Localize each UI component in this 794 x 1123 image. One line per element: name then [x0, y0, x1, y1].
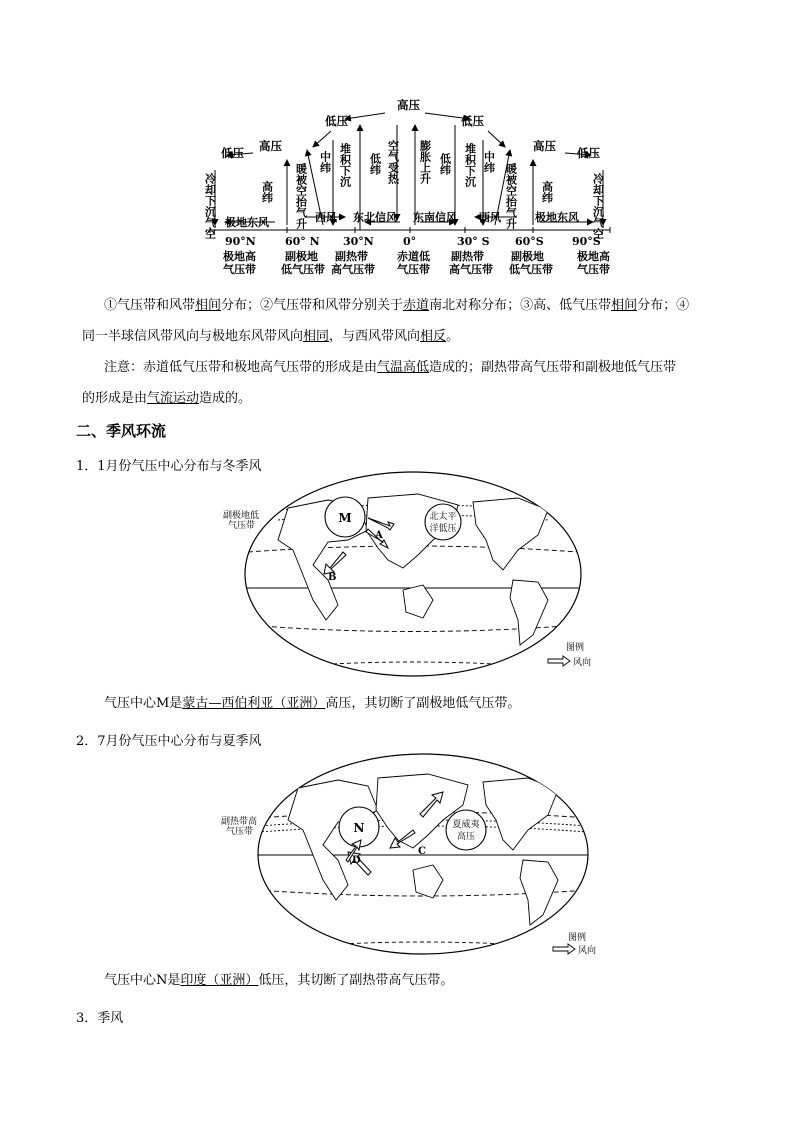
latitude-label: 0° — [403, 235, 417, 248]
pressure-center-m: M — [338, 511, 352, 525]
latitude-label: 60°S — [515, 235, 544, 248]
latitude-label: 60° N — [285, 235, 320, 248]
map1-caption: 气压中心M是蒙古—西伯利亚（亚洲）高压，其切断了副极地低气压带。 — [104, 696, 521, 711]
belt-label: 高气压带 — [449, 263, 493, 276]
svg-text:气压带: 气压带 — [226, 827, 254, 837]
subsection-title: 3．季风 — [76, 1011, 124, 1026]
summary-paragraph: ①气压带和风带相间分布；②气压带和风带分别关于赤道南北对称分布；③高、低气压带相间分布；④ 同一半球信风带风向与极地东风带风向相同，与西风带风向相反。 — [82, 298, 690, 344]
arrow-a-label: A — [375, 530, 383, 541]
wind-label: 东南信风 — [413, 211, 457, 224]
belt-label: 低气压带 — [509, 263, 553, 276]
arrow-b-label: B — [328, 572, 337, 583]
left-high-label: 高压 — [259, 139, 282, 153]
legend-wind: 风向 — [573, 658, 592, 668]
high-lat-right: 高纬 — [540, 181, 554, 203]
svg-text:高压: 高压 — [456, 832, 476, 842]
right-low2-label: 低压 — [577, 146, 600, 160]
high-lat-left: 高纬 — [260, 181, 274, 203]
low-lat-right: 低纬 — [438, 153, 452, 175]
subsection-title: 2．7月份气压中心分布与夏季风 — [76, 734, 262, 749]
pile-sink-left: 堆积下沉 — [338, 143, 352, 187]
belt-label: 高气压带 — [331, 263, 375, 276]
legend-title: 图例 — [566, 643, 585, 653]
belt-label: 副热带高 — [221, 817, 258, 827]
legend-title: 图例 — [568, 933, 587, 943]
pile-sink-right: 堆积下沉 — [463, 143, 477, 187]
latitude-label: 30°N — [343, 235, 374, 248]
section-title: 二、季风环流 — [76, 422, 167, 440]
pressure-belt-diagram — [205, 95, 615, 285]
legend-wind: 风向 — [578, 946, 597, 956]
latitude-label: 90°S — [572, 235, 601, 248]
low-lat-left: 低纬 — [368, 153, 382, 175]
belt-label: 副极地低 — [223, 511, 260, 521]
left-low2-label: 低压 — [221, 146, 244, 160]
mid-lat-left: 中纬 — [318, 151, 332, 173]
belt-label: 气压带 — [577, 263, 610, 276]
cold-sink-right: 冷却下沉气空 — [591, 173, 605, 239]
north-pacific-low-label: 北太平 — [429, 512, 457, 522]
subsection-title: 1．1月份气压中心分布与冬季风 — [76, 459, 262, 474]
latitude-label: 90°N — [225, 235, 256, 248]
warm-rise-left: 暖被空抬气升 — [294, 163, 308, 229]
belt-label: 副极地 — [511, 250, 544, 263]
right-high-label: 高压 — [533, 139, 556, 153]
map2-caption: 气压中心N是印度（亚洲）低压，其切断了副热带高气压带。 — [104, 973, 454, 988]
left-low-label: 低压 — [325, 114, 348, 128]
wind-label: 极地东风 — [225, 216, 269, 229]
belt-label: 气压带 — [397, 263, 430, 276]
belt-label: 赤道低 — [397, 250, 430, 263]
january-pressure-map — [218, 470, 613, 680]
arrow-d-label: D — [352, 855, 361, 866]
expand-rise-label: 膨胀上升 — [418, 140, 432, 184]
belt-label: 极地高 — [577, 250, 610, 263]
belt-label: 气压带 — [223, 263, 256, 276]
hawaii-high-label: 夏威夷 — [452, 820, 480, 830]
wind-label: 东北信风 — [353, 211, 397, 224]
latitude-label: 30° S — [457, 235, 490, 248]
belt-label: 低气压带 — [281, 263, 325, 276]
note-paragraph: 注意：赤道低气压带和极地高气压带的形成是由气温高低造成的；副热带高气压带和副极地低气压带 的形成是由气流运动造成的。 — [82, 360, 677, 406]
right-low-label: 低压 — [461, 114, 484, 128]
wind-arrow-icon — [548, 656, 570, 666]
top-high-label: 高压 — [397, 98, 420, 112]
wind-label: 西风 — [315, 211, 337, 224]
belt-label: 极地高 — [223, 250, 256, 263]
svg-text:洋低压: 洋低压 — [429, 524, 457, 534]
svg-text:气压带: 气压带 — [228, 521, 256, 531]
warm-rise-right: 暖被空抬气升 — [504, 163, 518, 229]
wind-label: 极地东风 — [535, 211, 579, 224]
air-heat-label: 空气受热 — [386, 140, 400, 184]
july-pressure-map — [218, 750, 613, 960]
cold-sink-left: 冷却下沉气空 — [203, 173, 217, 239]
wind-arrow-icon — [553, 944, 575, 954]
arrow-c-label: C — [418, 846, 426, 857]
mid-lat-right: 中纬 — [482, 151, 496, 173]
pressure-center-n: N — [353, 821, 365, 835]
belt-label: 副极地 — [285, 250, 318, 263]
belt-label: 副热带 — [335, 250, 368, 263]
belt-label: 副热带 — [451, 250, 484, 263]
wind-label: 西风 — [479, 211, 501, 224]
